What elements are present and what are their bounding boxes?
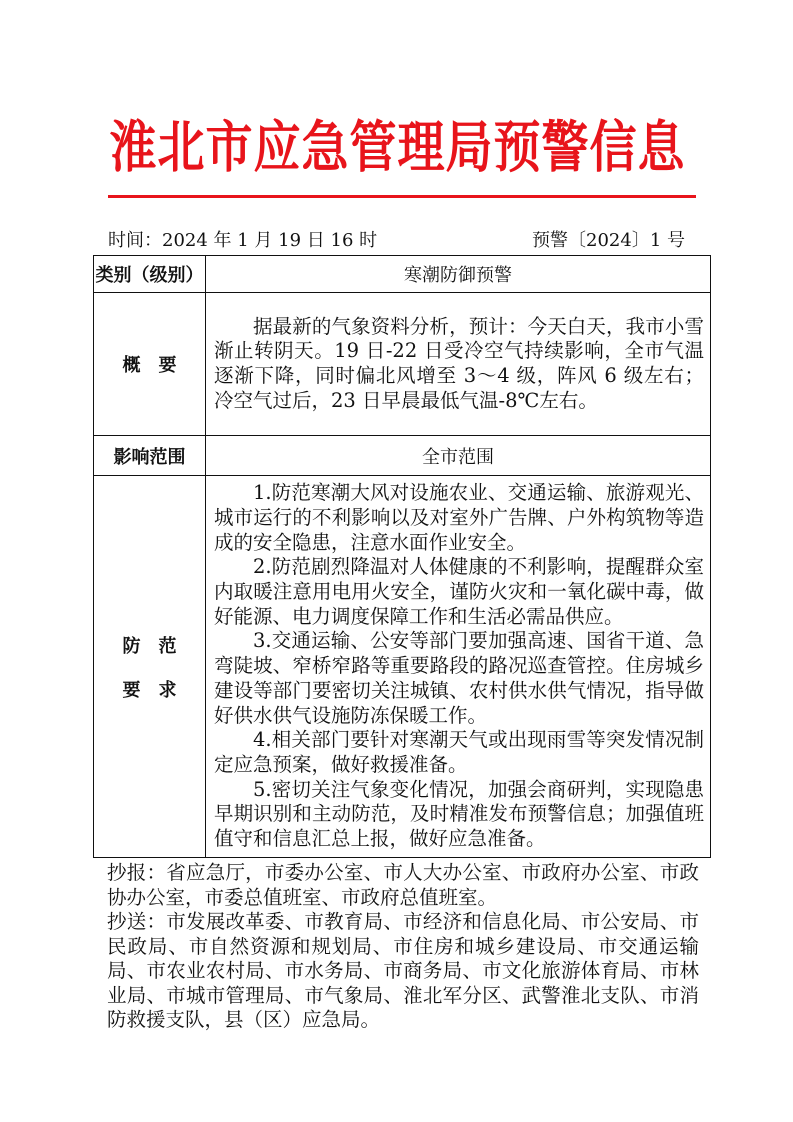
measures-cell (206, 476, 711, 858)
table-row-measures (94, 476, 711, 858)
measure-item: 4.相关部门要针对寒潮天气或出现雨雪等突发情况制定应急预案，做好救援准备。 (214, 728, 704, 776)
distribution-footer (107, 861, 699, 1033)
copy-to: 抄送：市发展改革委、市教育局、市经济和信息化局、市公安局、市民政局、市自然资源和规划局、市住房和城乡建设局、市交通运输局、市农业农村局、市水务局、市商务局、市文化旅游体育局、市林业局、市城市管理局、市气象局、淮北军分区、武警淮北支队、市消防救援支队，县（区）应急局。 (107, 910, 699, 1031)
issue-time: 时间：2024 年 1 月 19 日 16 时 (108, 230, 378, 251)
measures-label-line-1: 防 范 (122, 635, 177, 657)
measures-label (94, 476, 206, 858)
measure-item: 5.密切关注气象变化情况，加强会商研判，实现隐患早期识别和主动防范，及时精准发布预警信息；加强值班值守和信息汇总上报，做好应急准备。 (214, 777, 704, 851)
summary-text: 据最新的气象资料分析，预计：今天白天，我市小雪渐止转阴天。19 日-22 日受冷空气持续影响，全市气温逐渐下降，同时偏北风增至 3～4 级，阵风 6 级左右；冷空气过后，23 日早晨最低气温-8℃左右。 (214, 314, 704, 412)
red-divider (108, 195, 696, 198)
report-to: 抄报：省应急厅，市委办公室、市人大办公室、市政府办公室、市政协办公室，市委总值班室、市政府总值班室。 (107, 861, 699, 909)
table-row-category (94, 256, 711, 293)
scope-label: 影响范围 (94, 436, 206, 476)
category-label: 类别（级别） (94, 256, 206, 293)
table-row-summary (94, 293, 711, 436)
measure-item: 3.交通运输、公安等部门要加强高速、国省干道、急弯陡坡、窄桥窄路等重要路段的路况巡查管控。住房城乡建设等部门要密切关注城镇、农村供水供气情况，指导做好供水供气设施防冻保暖工作。 (214, 629, 704, 727)
table-row-scope (94, 436, 711, 476)
measure-item: 1.防范寒潮大风对设施农业、交通运输、旅游观光、城市运行的不利影响以及对室外广告牌、户外构筑物等造成的安全隐患，注意水面作业安全。 (214, 481, 704, 554)
category-value: 寒潮防御预警 (206, 256, 711, 293)
document-title: 淮北市应急管理局预警信息 (109, 115, 686, 181)
measures-label-line-2: 要 求 (122, 679, 177, 701)
warning-table (93, 255, 711, 858)
summary-label: 概 要 (94, 293, 206, 436)
measure-item: 2.防范剧烈降温对人体健康的不利影响，提醒群众室内取暖注意用电用火安全，谨防火灾和一氧化碳中毒，做好能源、电力调度保障工作和生活必需品供应。 (214, 555, 704, 628)
summary-cell (206, 293, 711, 436)
scope-value: 全市范围 (206, 436, 711, 476)
warning-number: 预警〔2024〕1 号 (532, 230, 685, 251)
